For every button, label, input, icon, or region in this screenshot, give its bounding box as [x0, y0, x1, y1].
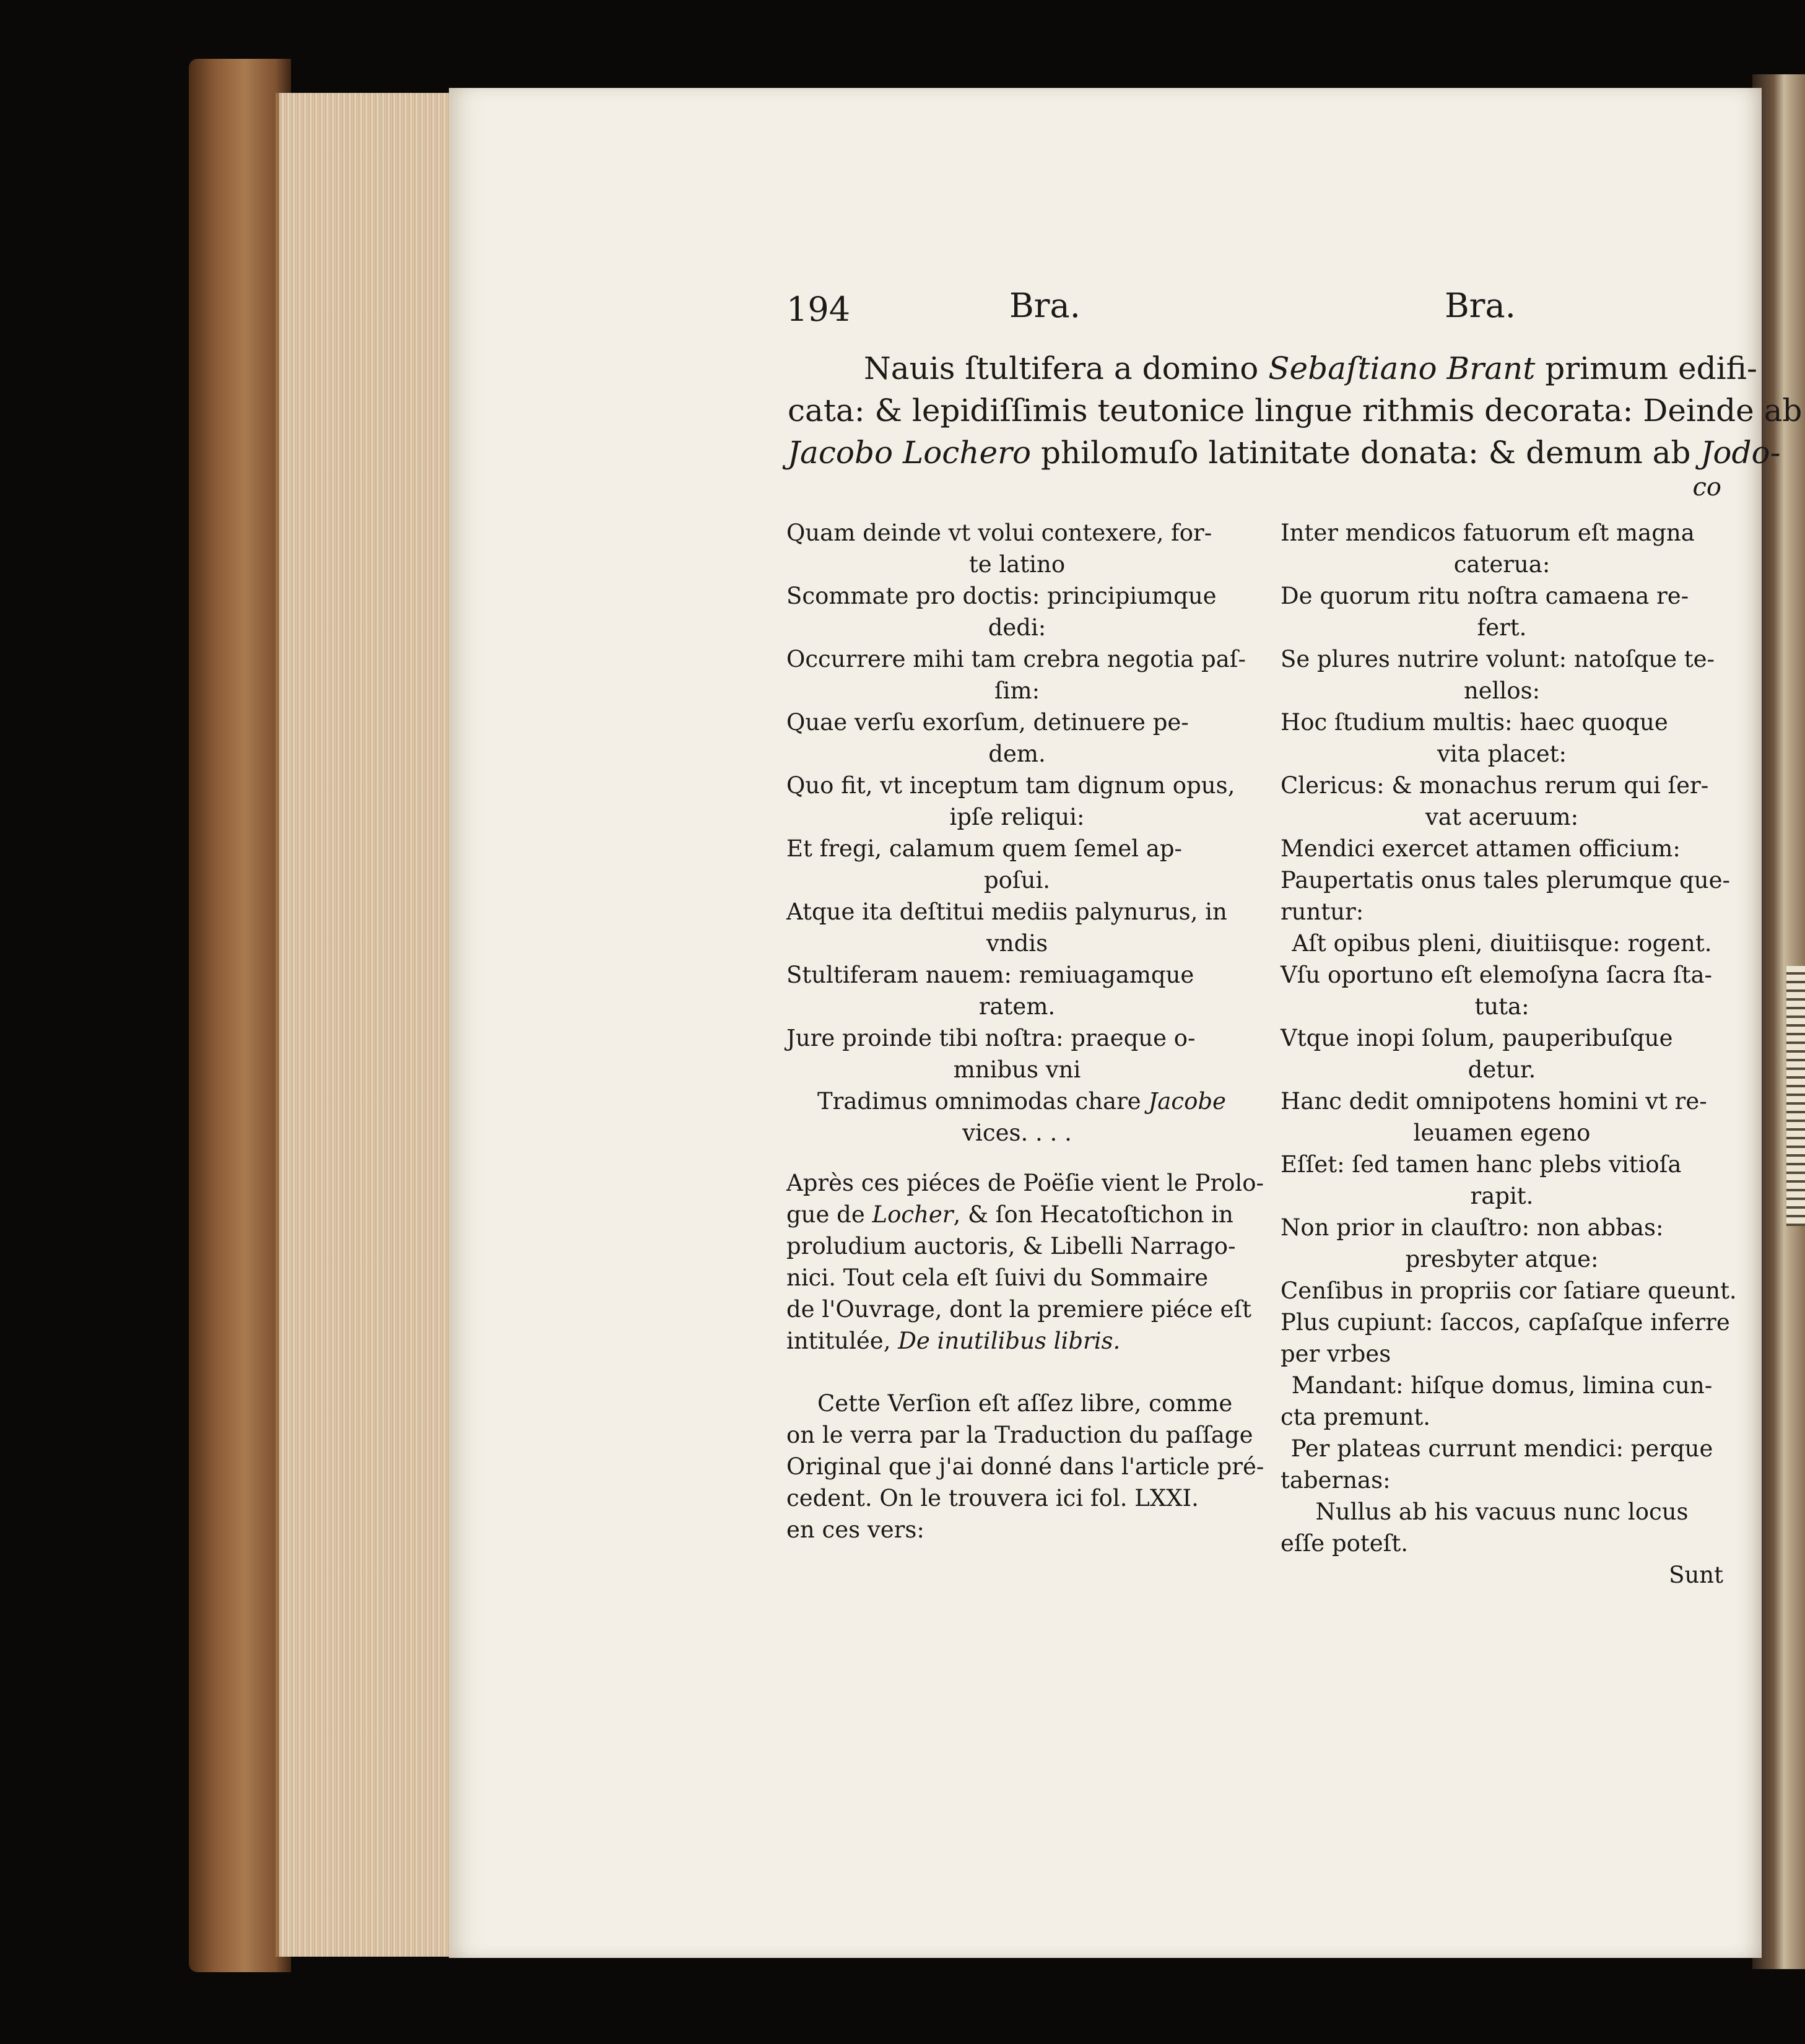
verse-line: Scommate pro doctis: principiumque	[786, 583, 1217, 609]
verse-line: Se plures nutrire volunt: natoſque te-	[1281, 646, 1715, 672]
para1-line: nici. Tout cela eſt ſuivi du Sommaire	[786, 1264, 1209, 1291]
intro-line-2: cata: & lepidiſſimis teutonice lingue rithmis decorata: Deinde ab	[788, 393, 1803, 428]
verse-line: Inter mendicos fatuorum eſt magna	[1281, 520, 1695, 546]
verse-line: Aſt opibus pleni, diuitiisque: rogent.	[1292, 930, 1712, 957]
verse-line: ipſe reliqui:	[949, 804, 1085, 830]
verse-line: nellos:	[1463, 677, 1541, 704]
verse-line: dem.	[988, 741, 1046, 767]
verse-line: vita placet:	[1437, 741, 1567, 767]
verse-line: fert.	[1477, 614, 1527, 641]
running-head-right: Bra.	[1445, 286, 1516, 325]
verse-line: Cenſibus in propriis cor ſatiare queunt.	[1281, 1277, 1737, 1304]
page-edges	[276, 93, 456, 1957]
verse-line: leuamen egeno	[1413, 1120, 1591, 1146]
intro-line-4: co	[1692, 473, 1721, 502]
verse-line: vat aceruum:	[1425, 804, 1579, 830]
verse-line: Per plateas currunt mendici: perque	[1290, 1435, 1713, 1462]
para1-line: Après ces piéces de Poëſie vient le Prolo-	[786, 1170, 1264, 1196]
verse-line: Hoc ſtudium multis: haec quoque	[1281, 709, 1668, 736]
verse-line: Eſſet: ſed tamen hanc plebs vitioſa	[1281, 1151, 1682, 1178]
verse-line: cta premunt.	[1281, 1404, 1431, 1430]
para2	[786, 1388, 1264, 1546]
intro-line-3: Jacobo Lochero philomuſo latinitate donata: & demum ab Jodo-	[788, 435, 1781, 471]
catchword: Sunt	[1669, 1562, 1723, 1588]
verse-line: Occurrere mihi tam crebra negotia paſ-	[786, 646, 1246, 672]
intro-line-1: Nauis ſtultifera a domino Sebaſtiano Brant primum edifi-	[864, 350, 1757, 386]
verse-line: dedi:	[988, 614, 1046, 641]
verse-line: tabernas:	[1281, 1467, 1391, 1494]
verse-line: Stultiferam nauem: remiuagamque	[786, 962, 1194, 988]
verse-line: Vſu oportuno eſt elemoſyna ſacra ſta-	[1281, 962, 1713, 988]
para1-line: de l'Ouvrage, dont la premiere piéce eſt	[786, 1296, 1252, 1323]
para1-line: intitulée, De inutilibus libris.	[786, 1328, 1121, 1354]
para2-line: on le verra par la Traduction du paſſage	[786, 1422, 1253, 1448]
right-column	[1281, 517, 1737, 1591]
verse-line: Non prior in clauſtro: non abbas:	[1281, 1214, 1664, 1241]
running-head-left: Bra.	[1009, 286, 1081, 325]
verse-line: Et fregi, calamum quem ſemel ap-	[786, 835, 1183, 862]
verse-line: Hanc dedit omnipotens homini vt re-	[1281, 1088, 1707, 1115]
verse-line: vndis	[986, 930, 1048, 957]
para2-line: en ces vers:	[786, 1516, 924, 1543]
para2-line: Cette Verſion eſt aſſez libre, comme	[817, 1390, 1233, 1417]
verse-line: mnibus vni	[953, 1056, 1081, 1083]
verse-line: Nullus ab his vacuus nunc locus	[1315, 1498, 1689, 1525]
verse-line: Clericus: & monachus rerum qui ſer-	[1281, 772, 1709, 799]
left-verses	[786, 517, 1248, 1085]
page-number: 194	[786, 290, 851, 329]
verse-line: detur.	[1468, 1056, 1536, 1083]
verse-line: rapit.	[1470, 1183, 1534, 1209]
verse-line: Quo fit, vt inceptum tam dignum opus,	[786, 772, 1235, 799]
verse-line: presbyter atque:	[1405, 1246, 1599, 1272]
verse-line: tuta:	[1474, 993, 1529, 1020]
verse-line: Paupertatis onus tales plerumque que-	[1281, 867, 1730, 894]
facing-page-strip	[1786, 966, 1805, 1226]
verse-line: eſſe poteſt.	[1281, 1530, 1408, 1557]
verse-line: caterua:	[1453, 551, 1551, 578]
left-column	[786, 517, 1264, 1546]
verse-line: per vrbes	[1281, 1341, 1391, 1367]
verse-line: Atque ita deſtitui mediis palynurus, in	[786, 898, 1227, 925]
verse-line: ſim:	[994, 677, 1040, 704]
verse-line: ratem.	[978, 993, 1056, 1020]
para1-line: gue de Locher, & ſon Hecatoſtichon in	[786, 1201, 1233, 1228]
verse-line: Mandant: hiſque domus, limina cun-	[1291, 1372, 1713, 1399]
verse-line: Vtque inopi ſolum, pauperibuſque	[1281, 1025, 1673, 1051]
para2-line: cedent. On le trouvera ici fol. LXXI.	[786, 1485, 1199, 1511]
verse-line: te latino	[968, 551, 1066, 578]
right-verses	[1281, 517, 1737, 1559]
verse-line: Mendici exercet attamen officium:	[1281, 835, 1681, 862]
para1-line: proludium auctoris, & Libelli Narrago-	[786, 1233, 1236, 1259]
verse-line: Plus cupiunt: ſaccos, capſaſque inferre	[1281, 1309, 1730, 1336]
verse-line: poſui.	[983, 867, 1051, 894]
para2-line: Original que j'ai donné dans l'article pré-	[786, 1453, 1264, 1480]
verse-line: runtur:	[1281, 898, 1364, 925]
verse-tail: vices. . . .	[962, 1120, 1072, 1146]
verse-last-line: Tradimus omnimodas chare Jacobe	[817, 1088, 1226, 1115]
verse-line: Jure proinde tibi noſtra: praeque o-	[786, 1025, 1196, 1051]
verse-line: Quae verſu exorſum, detinuere pe-	[786, 709, 1189, 736]
verse-line: Quam deinde vt volui contexere, for-	[786, 520, 1212, 546]
verse-line: De quorum ritu noſtra camaena re-	[1281, 583, 1689, 609]
